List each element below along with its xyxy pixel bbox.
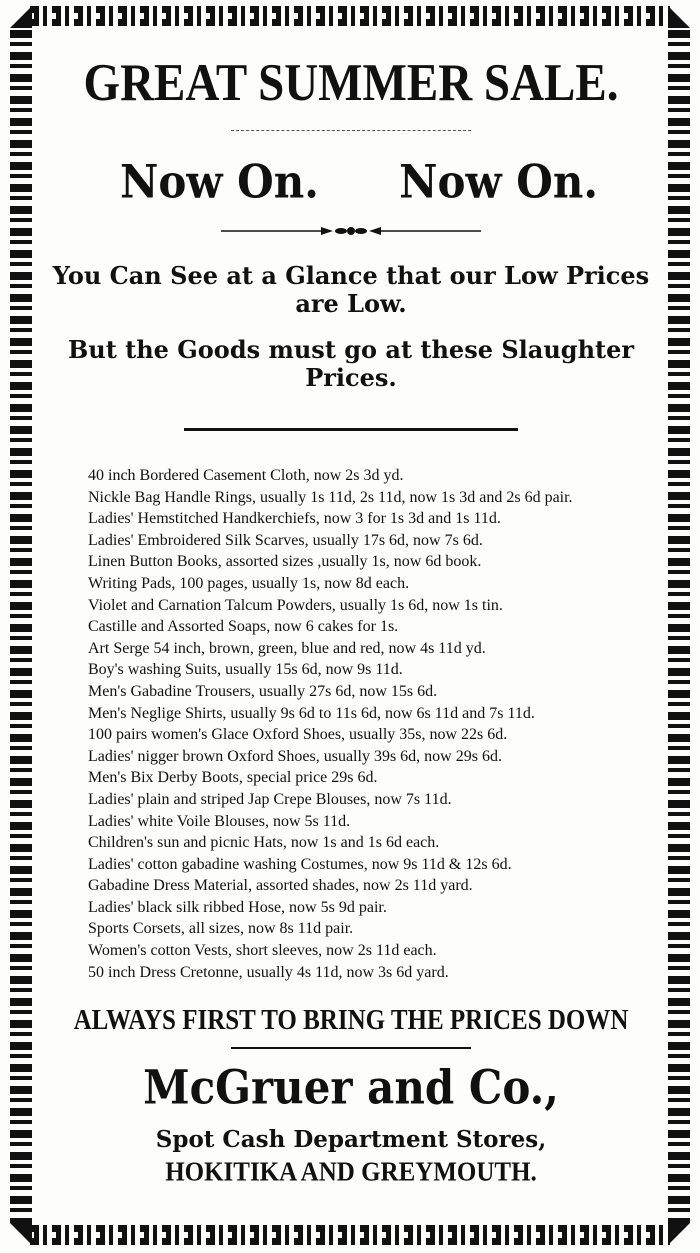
list-item: Ladies' black silk ribbed Hose, now 5s 9d pair. xyxy=(88,898,387,916)
list-item: Castille and Assorted Soaps, now 6 cakes for 1s. xyxy=(88,618,399,636)
list-item: Boy's washing Suits, usually 15s 6d, now 9s 11d. xyxy=(88,661,403,679)
company-name: McGruer and Co., xyxy=(143,1060,559,1116)
list-item: Children's sun and picnic Hats, now 1s and 1s 6d each. xyxy=(88,834,440,852)
section-rule xyxy=(184,428,518,431)
ornamental-border-bottom xyxy=(30,1225,670,1245)
list-item: Ladies' Hemstitched Handkerchiefs, now 3 for 1s 3d and 1s 11d. xyxy=(88,510,501,528)
subheading-slaughter-prices: But the Goods must go at these Slaughter Prices. xyxy=(67,335,635,392)
list-item: Ladies' plain and striped Jap Crepe Blouses, now 7s 11d. xyxy=(88,790,452,808)
headline: GREAT SUMMER SALE. xyxy=(83,53,619,113)
corner-ornament-bottom-right xyxy=(668,1223,690,1245)
corner-ornament-top-left xyxy=(10,6,32,28)
now-on-row xyxy=(52,155,650,209)
slogan: ALWAYS FIRST TO BRING THE PRICES DOWN xyxy=(73,1005,629,1037)
subheading-low-prices: You Can See at a Glance that our Low Prices are Low. xyxy=(52,261,650,318)
list-item: Ladies' white Voile Blouses, now 5s 11d. xyxy=(88,812,351,830)
list-item: Men's Neglige Shirts, usually 9s 6d to 11s 6d, now 6s 11d and 7s 11d. xyxy=(88,704,535,722)
price-list xyxy=(88,465,650,983)
corner-ornament-top-right xyxy=(668,6,690,28)
list-item: Ladies' cotton gabadine washing Costumes, now 9s 11d & 12s 6d. xyxy=(88,855,512,873)
store-locations: HOKITIKA AND GREYMOUTH. xyxy=(165,1157,537,1188)
list-item: Writing Pads, 100 pages, usually 1s, now 8d each. xyxy=(88,574,410,592)
ornamental-border-top xyxy=(30,6,670,26)
list-item: Nickle Bag Handle Rings, usually 1s 11d, 2s 11d, now 1s 3d and 2s 6d pair. xyxy=(88,488,573,506)
advertisement xyxy=(52,30,650,1219)
list-item: 40 inch Bordered Casement Cloth, now 2s 3d yd. xyxy=(88,467,404,484)
list-item: Art Serge 54 inch, brown, green, blue and red, now 4s 11d yd. xyxy=(88,639,486,657)
list-item: Violet and Carnation Talcum Powders, usually 1s 6d, now 1s tin. xyxy=(88,596,503,614)
slogan-rule xyxy=(231,1047,471,1049)
list-item: Men's Bix Derby Boots, special price 29s 6d. xyxy=(88,769,378,787)
list-item: Ladies' Embroidered Silk Scarves, usually 17s 6d, now 7s 6d. xyxy=(88,531,483,549)
now-on-left: Now On. xyxy=(120,154,319,209)
ornamental-border-right xyxy=(668,30,690,1223)
now-on-right: Now On. xyxy=(399,154,598,209)
list-item: Gabadine Dress Material, assorted shades, now 2s 11d yard. xyxy=(88,877,473,895)
list-item: Women's cotton Vests, short sleeves, now 2s 11d each. xyxy=(88,942,437,960)
list-item: Men's Gabadine Trousers, usually 27s 6d, now 15s 6d. xyxy=(88,682,438,700)
list-item: 50 inch Dress Cretonne, usually 4s 11d, now 3s 6d yard. xyxy=(88,963,449,981)
ornamental-border-left xyxy=(10,30,32,1223)
list-item: Sports Corsets, all sizes, now 8s 11d pair. xyxy=(88,920,354,938)
list-item: Linen Button Books, assorted sizes ,usually 1s, now 6d book. xyxy=(88,553,482,571)
list-item: 100 pairs women's Glace Oxford Shoes, usually 35s, now 22s 6d. xyxy=(88,726,508,744)
divider-ornament xyxy=(221,224,481,238)
company-tagline: Spot Cash Department Stores, xyxy=(155,1126,547,1154)
headline-flourish xyxy=(231,130,471,135)
list-item: Ladies' nigger brown Oxford Shoes, usually 39s 6d, now 29s 6d. xyxy=(88,747,502,765)
corner-ornament-bottom-left xyxy=(10,1223,32,1245)
